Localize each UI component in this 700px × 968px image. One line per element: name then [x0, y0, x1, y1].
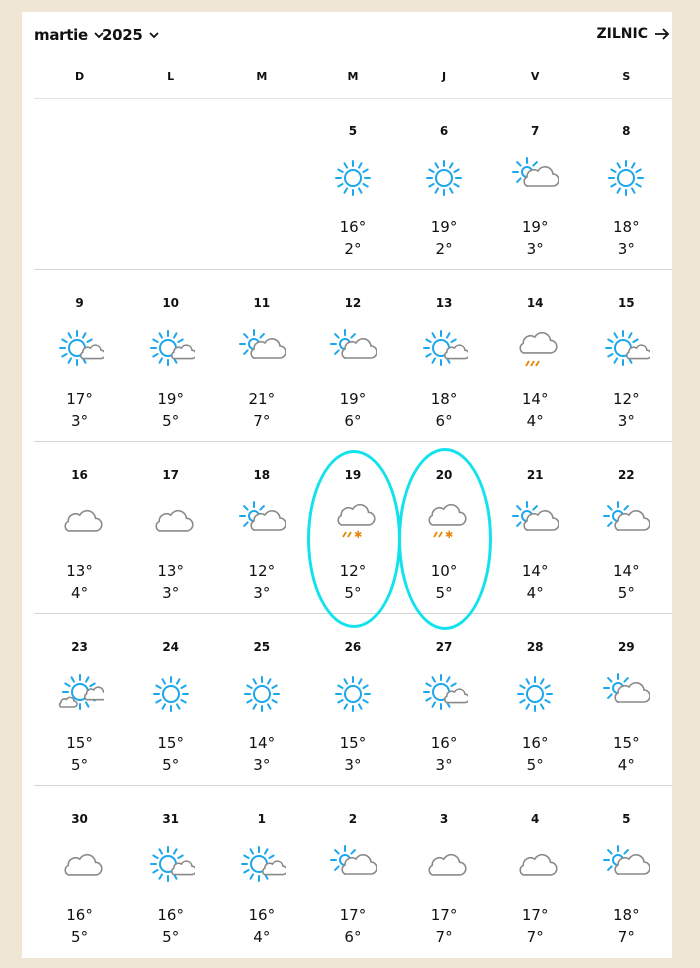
day-cell[interactable]	[125, 442, 216, 613]
day-number: 3	[439, 812, 449, 826]
max-temperature: 17°	[521, 906, 549, 924]
min-temperature: 3°	[162, 584, 180, 602]
weather-cloud-icon	[511, 844, 559, 888]
week-row	[34, 441, 672, 613]
day-cell[interactable]	[216, 614, 307, 785]
min-temperature: 3°	[435, 756, 453, 774]
year-selector[interactable]	[102, 26, 160, 44]
min-temperature: 3°	[253, 756, 271, 774]
day-cell[interactable]	[216, 786, 307, 957]
calendar-header	[22, 12, 672, 58]
day-number: 15	[617, 296, 635, 310]
day-cell[interactable]	[307, 442, 398, 613]
min-temperature: 6°	[344, 928, 362, 946]
daily-view-label: ZILNIC	[596, 26, 648, 42]
daily-view-link[interactable]	[597, 26, 670, 42]
min-temperature: 3°	[71, 412, 89, 430]
day-cell[interactable]	[581, 442, 672, 613]
day-cell[interactable]	[490, 614, 581, 785]
day-number: 4	[531, 812, 540, 826]
weather-cloud-icon	[420, 844, 468, 888]
weekday-label: M	[256, 70, 268, 83]
day-number: 20	[435, 468, 453, 482]
calendar-grid	[34, 98, 672, 957]
max-temperature: 16°	[248, 906, 276, 924]
max-temperature: 15°	[66, 734, 93, 752]
min-temperature: 7°	[526, 928, 544, 946]
weather-sun-icon	[147, 672, 195, 716]
weather-sun-icon	[329, 156, 377, 200]
day-number: 1	[257, 812, 266, 826]
weather-sun-cloud-icon	[238, 500, 286, 544]
day-cell[interactable]	[307, 614, 398, 785]
day-cell[interactable]	[34, 786, 125, 957]
day-number: 23	[71, 640, 88, 654]
min-temperature: 2°	[344, 240, 362, 258]
max-temperature: 15°	[613, 734, 640, 752]
weather-sleet-icon	[329, 500, 377, 544]
svg-text:✱: ✱	[445, 530, 454, 541]
week-row	[34, 269, 672, 441]
max-temperature: 14°	[521, 390, 549, 408]
day-number: 29	[617, 640, 635, 654]
weather-sun-cloud-icon	[329, 328, 377, 372]
weather-sun-small-cloud-icon	[147, 328, 195, 372]
month-selector[interactable]	[34, 26, 105, 44]
weather-cloud-icon	[56, 844, 104, 888]
weather-sun-cloud-icon	[511, 156, 559, 200]
max-temperature: 13°	[157, 562, 184, 580]
min-temperature: 3°	[526, 240, 544, 258]
weather-sun-icon	[420, 156, 468, 200]
min-temperature: 5°	[71, 756, 89, 774]
week-row	[34, 98, 672, 269]
day-cell[interactable]	[125, 786, 216, 957]
day-cell[interactable]	[490, 442, 581, 613]
max-temperature: 17°	[66, 390, 93, 408]
day-cell[interactable]	[399, 98, 490, 269]
weather-sun-two-clouds-icon	[56, 672, 104, 716]
day-number: 31	[162, 812, 180, 826]
weather-sun-icon	[238, 672, 286, 716]
min-temperature: 5°	[344, 584, 362, 602]
day-cell[interactable]	[216, 270, 307, 441]
day-number: 6	[439, 124, 449, 138]
max-temperature: 14°	[613, 562, 640, 580]
day-cell[interactable]	[216, 442, 307, 613]
weather-sun-icon	[511, 672, 559, 716]
max-temperature: 18°	[613, 218, 640, 236]
weather-sun-small-cloud-icon	[238, 844, 286, 888]
day-number: 22	[617, 468, 635, 482]
max-temperature: 12°	[613, 390, 640, 408]
day-number: 13	[435, 296, 453, 310]
weather-sun-cloud-icon	[238, 328, 286, 372]
weather-sun-cloud-icon	[329, 844, 377, 888]
weekday-label: V	[530, 70, 540, 83]
day-number: 11	[253, 296, 271, 310]
max-temperature: 15°	[157, 734, 184, 752]
day-number: 12	[344, 296, 362, 310]
min-temperature: 6°	[435, 412, 453, 430]
day-number: 8	[622, 124, 631, 138]
min-temperature: 4°	[526, 584, 544, 602]
max-temperature: 16°	[66, 906, 93, 924]
day-number: 9	[75, 296, 84, 310]
weather-sun-small-cloud-icon	[420, 328, 468, 372]
day-number: 5	[622, 812, 631, 826]
empty-day-cell	[216, 98, 307, 269]
max-temperature: 19°	[521, 218, 549, 236]
weather-sun-icon	[329, 672, 377, 716]
arrow-right-icon	[654, 28, 670, 40]
min-temperature: 5°	[162, 928, 180, 946]
month-label: martie	[34, 26, 88, 44]
min-temperature: 7°	[617, 928, 635, 946]
day-cell[interactable]	[125, 270, 216, 441]
day-cell[interactable]	[581, 270, 672, 441]
day-number: 10	[162, 296, 180, 310]
day-number: 14	[526, 296, 544, 310]
day-number: 5	[348, 124, 358, 138]
day-cell[interactable]	[399, 270, 490, 441]
day-cell[interactable]	[490, 786, 581, 957]
day-cell[interactable]	[34, 442, 125, 613]
weather-sleet-icon	[420, 500, 468, 544]
max-temperature: 18°	[613, 906, 640, 924]
max-temperature: 16°	[430, 734, 458, 752]
day-cell[interactable]	[307, 786, 398, 957]
weather-sun-small-cloud-icon	[420, 672, 468, 716]
day-cell[interactable]	[125, 614, 216, 785]
day-cell[interactable]	[399, 786, 490, 957]
max-temperature: 19°	[339, 390, 367, 408]
max-temperature: 17°	[430, 906, 458, 924]
empty-day-cell	[34, 98, 125, 269]
day-number: 27	[435, 640, 453, 654]
min-temperature: 2°	[435, 240, 453, 258]
day-number: 24	[162, 640, 180, 654]
day-cell[interactable]	[34, 614, 125, 785]
min-temperature: 4°	[71, 584, 89, 602]
day-cell[interactable]	[399, 442, 490, 613]
day-number: 25	[253, 640, 271, 654]
day-number: 28	[526, 640, 544, 654]
min-temperature: 6°	[344, 412, 362, 430]
weather-sun-small-cloud-icon	[147, 844, 195, 888]
min-temperature: 5°	[617, 584, 635, 602]
min-temperature: 4°	[526, 412, 544, 430]
day-cell[interactable]	[581, 98, 672, 269]
max-temperature: 18°	[430, 390, 458, 408]
day-cell[interactable]	[581, 786, 672, 957]
max-temperature: 16°	[157, 906, 184, 924]
weather-sun-icon	[602, 156, 650, 200]
max-temperature: 10°	[430, 562, 458, 580]
weather-sun-small-cloud-icon	[56, 328, 104, 372]
day-number: 19	[344, 468, 362, 482]
weather-cloud-icon	[56, 500, 104, 544]
weather-cloud-icon	[147, 500, 195, 544]
day-number: 26	[344, 640, 362, 654]
day-number: 30	[71, 812, 88, 826]
day-number: 7	[531, 124, 540, 138]
day-cell[interactable]	[490, 98, 581, 269]
weekday-label: J	[442, 70, 447, 83]
day-number: 16	[71, 468, 88, 482]
weekday-label: L	[167, 70, 175, 83]
min-temperature: 5°	[526, 756, 544, 774]
week-row	[34, 785, 672, 957]
max-temperature: 16°	[339, 218, 367, 236]
min-temperature: 3°	[617, 240, 635, 258]
day-cell[interactable]	[307, 98, 398, 269]
min-temperature: 7°	[435, 928, 453, 946]
day-number: 2	[348, 812, 358, 826]
weather-sun-small-cloud-icon	[602, 328, 650, 372]
max-temperature: 12°	[248, 562, 276, 580]
day-number: 18	[253, 468, 271, 482]
day-number: 21	[526, 468, 544, 482]
min-temperature: 4°	[617, 756, 635, 774]
empty-day-cell	[125, 98, 216, 269]
weather-sun-cloud-icon	[511, 500, 559, 544]
week-row	[34, 613, 672, 785]
calendar-card	[22, 12, 672, 958]
max-temperature: 19°	[430, 218, 458, 236]
max-temperature: 14°	[521, 562, 549, 580]
min-temperature: 5°	[71, 928, 89, 946]
day-number: 17	[162, 468, 180, 482]
chevron-down-icon	[148, 29, 160, 41]
max-temperature: 13°	[66, 562, 93, 580]
day-cell[interactable]	[581, 614, 672, 785]
svg-text:✱: ✱	[353, 530, 363, 541]
min-temperature: 5°	[162, 756, 180, 774]
day-cell[interactable]	[399, 614, 490, 785]
max-temperature: 12°	[339, 562, 367, 580]
min-temperature: 4°	[253, 928, 271, 946]
weather-rain-icon	[511, 328, 559, 372]
weekday-label: D	[74, 70, 85, 83]
min-temperature: 7°	[253, 412, 271, 430]
weather-sun-cloud-icon	[602, 844, 650, 888]
year-label: 2025	[102, 26, 143, 44]
weather-sun-cloud-icon	[602, 500, 650, 544]
weekday-label: S	[622, 70, 631, 83]
max-temperature: 19°	[157, 390, 184, 408]
min-temperature: 5°	[435, 584, 453, 602]
max-temperature: 15°	[339, 734, 367, 752]
min-temperature: 3°	[344, 756, 362, 774]
day-cell[interactable]	[307, 270, 398, 441]
day-cell[interactable]	[490, 270, 581, 441]
weekday-header-row	[34, 64, 672, 99]
max-temperature: 21°	[248, 390, 276, 408]
weekday-label: M	[347, 70, 359, 83]
weather-sun-cloud-icon	[602, 672, 650, 716]
max-temperature: 17°	[339, 906, 367, 924]
max-temperature: 16°	[521, 734, 549, 752]
max-temperature: 14°	[248, 734, 276, 752]
day-cell[interactable]	[34, 270, 125, 441]
min-temperature: 3°	[253, 584, 271, 602]
min-temperature: 3°	[617, 412, 635, 430]
min-temperature: 5°	[162, 412, 180, 430]
